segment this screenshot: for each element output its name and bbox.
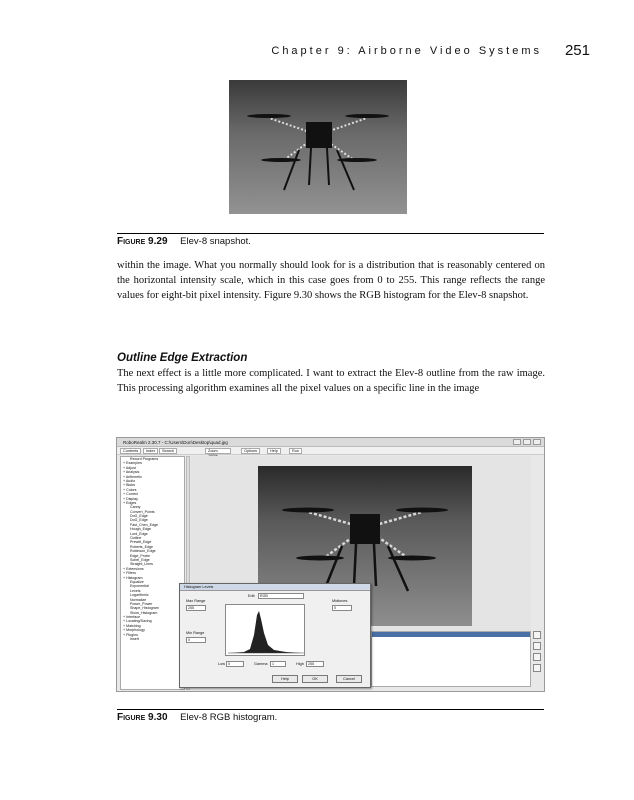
zoom-select[interactable]: Zoom [205,448,231,454]
tree-item[interactable]: + Interface [123,615,141,620]
tree-item[interactable]: Exponential [130,584,149,589]
page-number: 251 [564,42,590,59]
tree-item[interactable]: + Blobs [123,483,136,488]
tree-item[interactable]: Convert_Points [130,509,155,514]
tree-item[interactable]: Sobel_Edge [130,557,150,562]
options-button[interactable]: Options [241,448,260,454]
figure-caption-text: Elev-8 RGB histogram. [180,712,278,723]
elev8-snapshot-photo [229,80,407,214]
tree-item[interactable]: + Examples [123,461,142,466]
tree-item[interactable]: Equalize [130,579,144,584]
pipeline-button[interactable] [533,642,541,650]
dialog-title: Histogram Levels [184,585,214,589]
histogram-plot [225,604,305,656]
tree-item[interactable]: Prewitt_Edge [130,540,152,545]
tree-item[interactable]: Edge_Probe [130,553,150,558]
tree-item[interactable]: Insert [130,637,139,642]
tree-item[interactable]: + Adjust [123,465,136,470]
section-heading: Outline Edge Extraction [117,352,248,364]
tree-item[interactable]: + Extensions [123,566,144,571]
tree-item[interactable]: Fast_Chen_Edge [130,522,158,527]
pipeline-button[interactable] [533,631,541,639]
edit-select[interactable]: RGB [258,593,304,599]
tree-item[interactable]: + Matching [123,623,141,628]
tree-item[interactable]: + Control [123,492,138,497]
tree-item[interactable]: + Audio [123,478,136,483]
maximize-icon[interactable] [523,439,531,445]
chapter-title: Chapter 9: Airborne Video Systems [271,45,542,57]
midtones-input[interactable]: 0 [332,605,352,611]
run-button[interactable]: Run [289,448,302,454]
dialog-cancel-button[interactable]: Cancel [336,675,362,683]
toolbar [117,447,544,455]
running-head [0,42,634,62]
pipeline-button[interactable] [533,653,541,661]
tree-item[interactable]: DoG_Edge [130,514,148,519]
tree-item[interactable]: + Histogram [123,575,143,580]
min-range-input[interactable]: 0 [186,637,206,643]
gamma-input[interactable]: 1 [270,661,286,667]
body-paragraph: within the image. What you normally should look for is a distribution that is reasonably centered on the horizontal intensity scale, which in this case goes from 0 to 255. This range reflects the range values for eight-bit pixel intensity. Figure 9.30 shows the RGB histogram for the Elev-8 snapshot. [117,260,545,301]
window-titlebar [117,438,544,447]
figure-caption [117,236,251,247]
pipeline-buttons [533,631,542,687]
minimize-icon[interactable] [513,439,521,445]
edit-label: Edit [248,594,255,598]
dialog-titlebar [180,584,370,591]
body-paragraph: The next effect is a little more complicated. I want to extract the Elev-8 outline from the raw image. This processing algorithm examines all the pixel values on a specific line in the image [117,368,545,394]
tree-item[interactable]: + Arithmetic [123,474,142,479]
low-label: Low [218,662,225,666]
tree-item[interactable]: + Plugins [123,632,138,637]
tree-item[interactable]: Levels [130,588,141,593]
tree-item[interactable]: + Edges [123,500,137,505]
tree-item[interactable]: + Locating/Saving [123,619,152,624]
max-range-label: Max Range [186,599,206,603]
figure-label: Figure 9.29 [117,236,168,247]
tree-item[interactable]: Record Programs [130,457,159,461]
tree-item[interactable]: + Analysis [123,470,140,475]
tree-item[interactable]: Power_Power [130,601,153,606]
low-input[interactable]: 0 [226,661,244,667]
figure-caption [117,712,277,723]
module-tree[interactable] [120,456,185,690]
figure-caption-text: Elev-8 snapshot. [180,236,251,247]
tree-item[interactable]: Outline [130,536,142,541]
tree-item[interactable]: Robinson_Edge [130,549,156,554]
tree-item[interactable]: Logarithmic [130,593,149,598]
histogram-levels-dialog [179,583,371,688]
tree-item[interactable]: Normalize [130,597,147,602]
pipeline-button[interactable] [533,664,541,672]
figure-rule [117,709,544,710]
figure-label: Figure 9.30 [117,712,168,723]
midtones-label: Midtones [332,599,348,603]
tree-item[interactable]: Straight_Lines [130,562,153,567]
tree-item[interactable]: + Display [123,496,138,501]
tree-item[interactable]: + Filters [123,571,136,576]
tree-item[interactable]: DoG_Edge [130,518,148,523]
max-range-input[interactable]: 255 [186,605,206,611]
tab-contents[interactable]: Contents [120,448,141,454]
pipeline-pane[interactable] [371,631,531,687]
tree-item[interactable]: Lord_Edge [130,531,148,536]
tree-item[interactable]: Show_Histogram [130,610,158,615]
tab-search[interactable]: Search [159,448,177,454]
high-label: High [296,662,304,666]
tree-item[interactable]: Shape_Histogram [130,606,159,611]
close-icon[interactable] [533,439,541,445]
figure-rule [117,233,544,234]
high-input[interactable]: 255 [306,661,324,667]
roborealm-screenshot [116,437,545,692]
dialog-help-button[interactable]: Help [272,675,298,683]
tab-index[interactable]: Index [143,448,158,454]
dialog-ok-button[interactable]: OK [302,675,328,683]
tree-item[interactable]: Canny [130,505,141,510]
min-range-label: Min Range [186,631,205,635]
tree-item[interactable]: Hough_Edge [130,527,151,532]
gamma-label: Gamma [254,662,268,666]
window-title: RoboRealm 2.30.7 - C:\Users\Don\Desktop\quad.jpg [123,440,228,445]
tree-item[interactable]: + Colors [123,487,137,492]
help-button[interactable]: Help [267,448,281,454]
tree-item[interactable]: Roberts_Edge [130,544,153,549]
tree-item[interactable]: + Morphology [123,628,145,633]
